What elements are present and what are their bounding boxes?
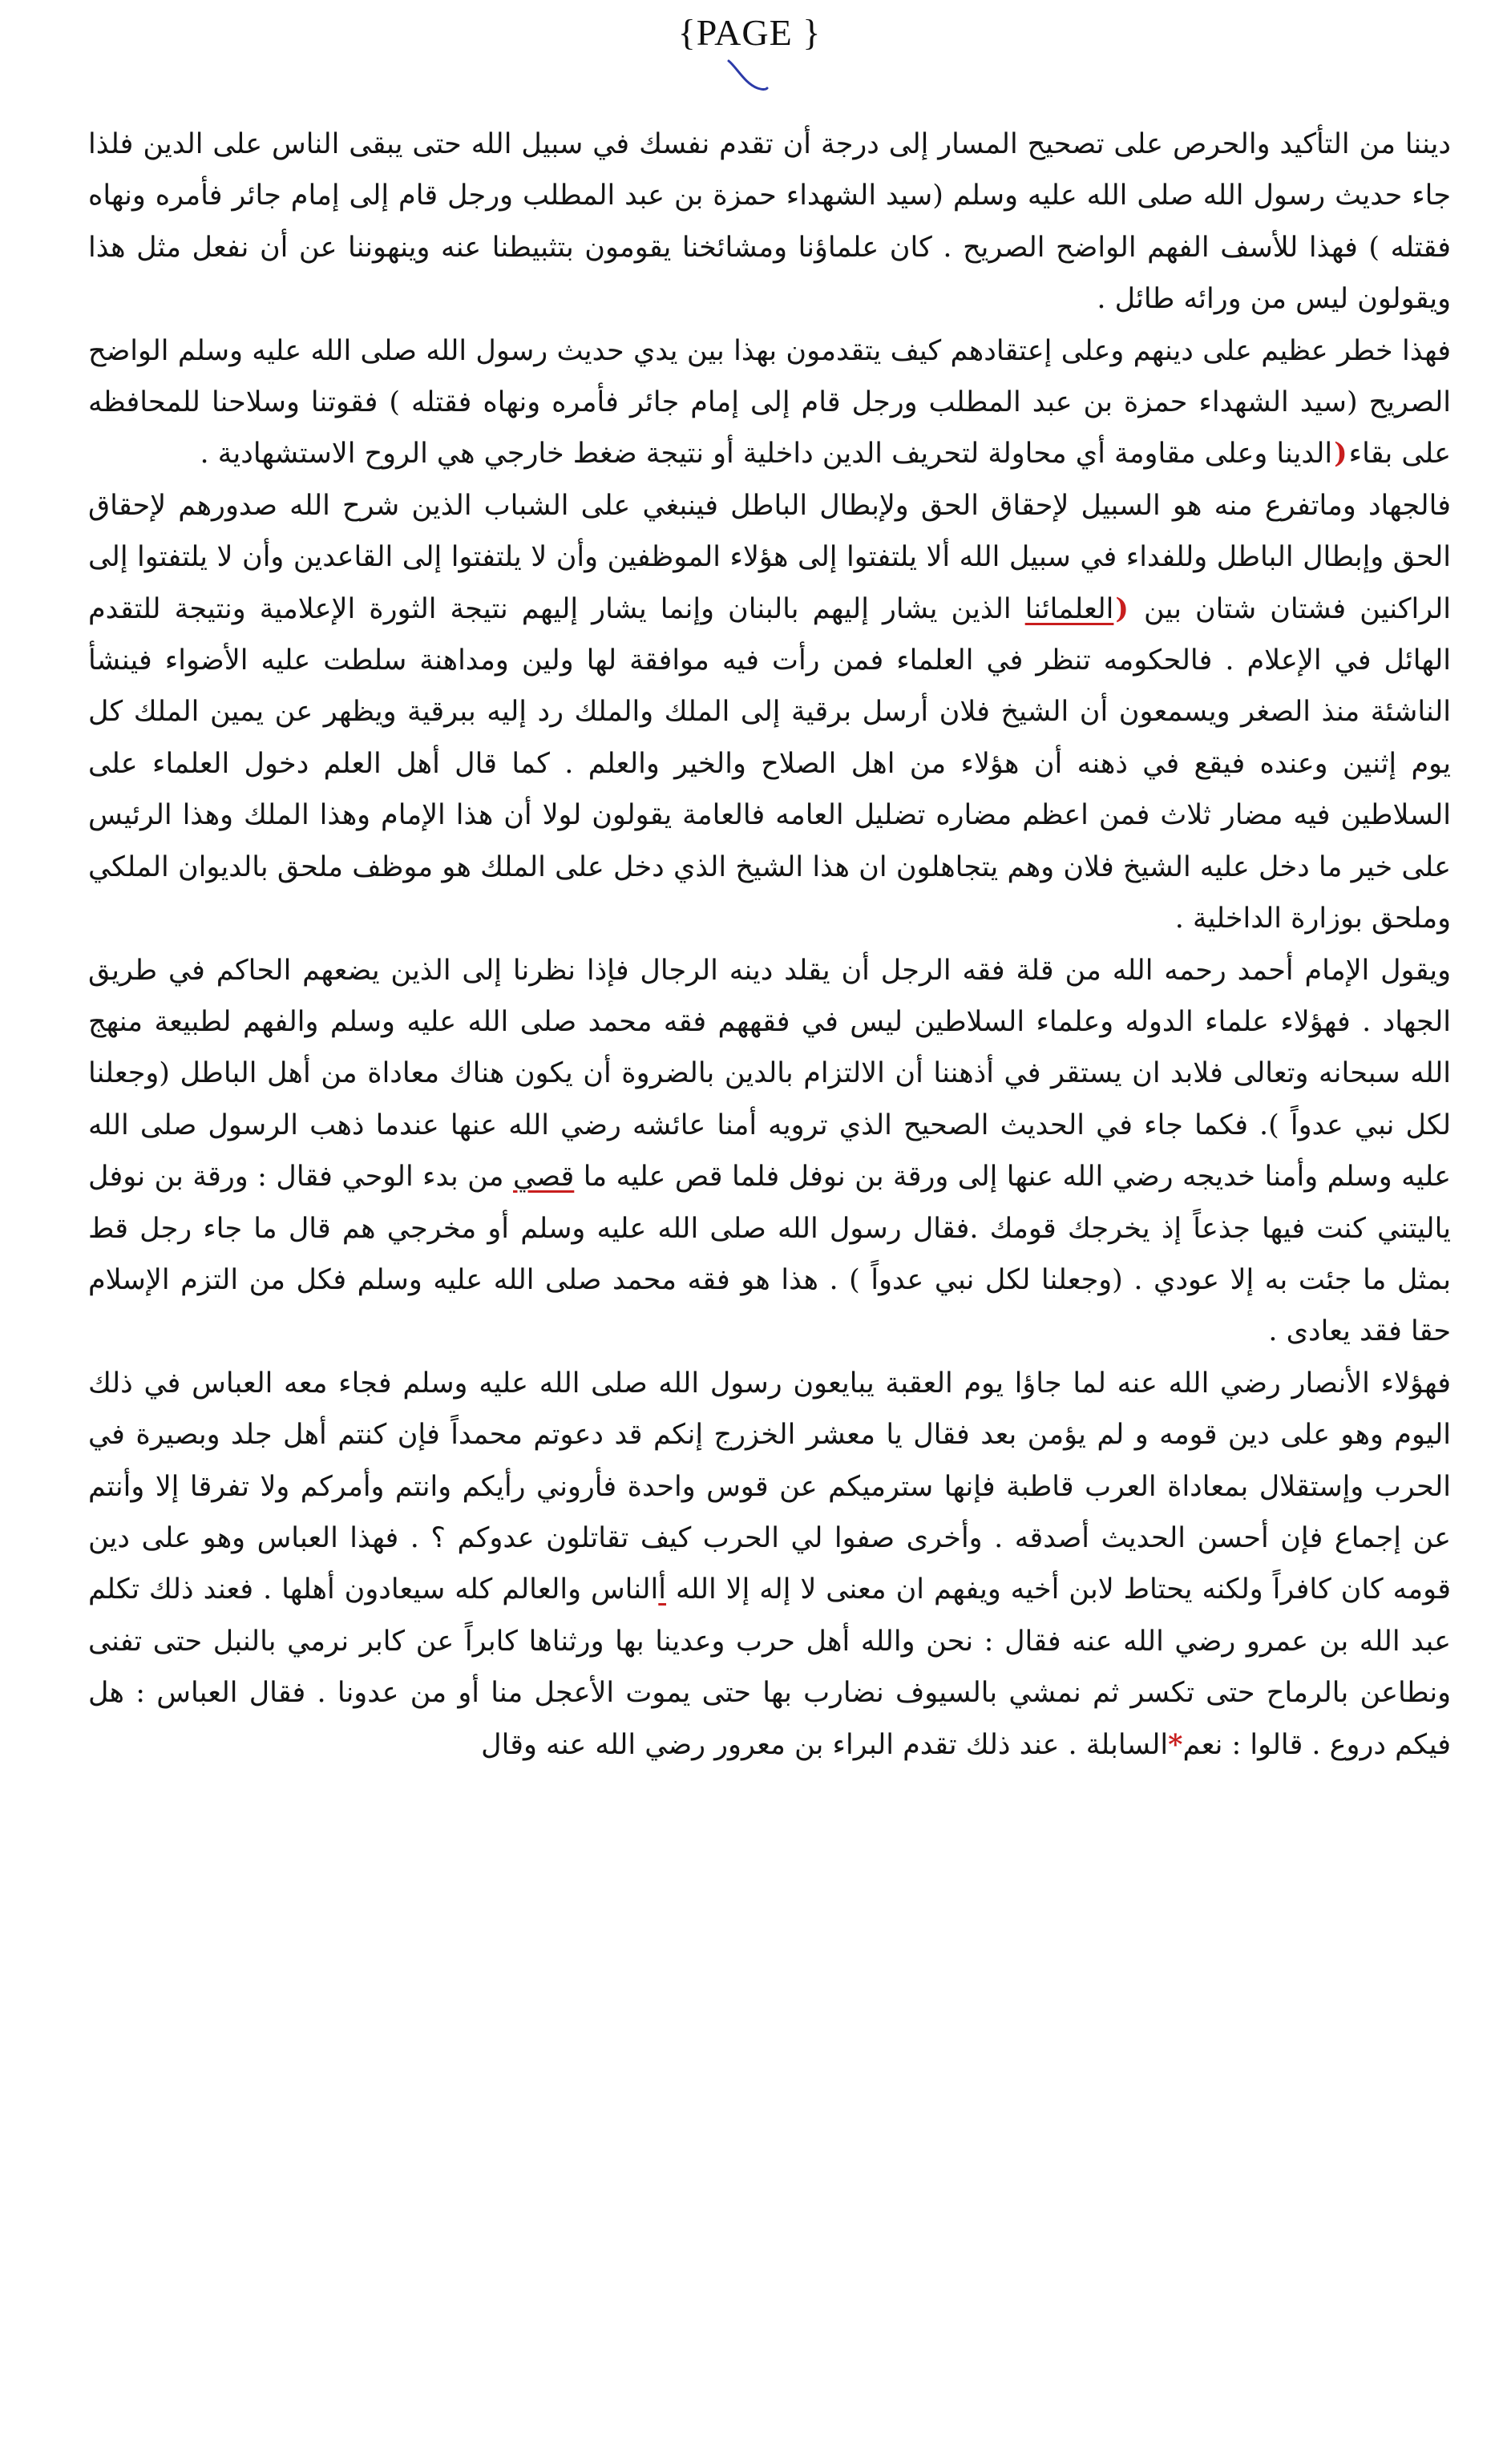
text-line: فالجهاد وماتفرع منه هو السبيل لإحقاق الحق ولإبطال الباطل فينبغي على الشباب الذين شرح الله صدورهم [178,489,1451,522]
text-line: ديننا من التأكيد والحرص على تصحيح المسار إلى درجة أن تقدم نفسك في سبيل الله حتى يبقى الناس على الدين [143,128,1451,160]
text-line: اليوم وهو على دين قومه و لم يؤمن بعد فقال يا معشر الخزرج إنكم قد دعوتم محمداً فإن كنتم أهل جلد وبصيرة في [88,1419,1451,1452]
correction-paren-mark: ( [1115,592,1129,625]
text-line: يمين الملك كل يوم إثنين وعنده فيقع في ذهنه أن هؤلاء من اهل الصلاح والخير والعلم . كما قال أهل العلم دخول [88,696,1451,780]
text-line: الجهاد . فهؤلاء علماء الدوله وعلماء السلاطين ليس في فقههم فقه محمد صلى الله عليه وسلم والفهم لطبيعة منهج [88,1005,1451,1038]
text-line: الواضح الصريح (سيد الشهداء حمزة بن عبد المطلب ورجل قام إلى إمام جائر فأمره ونهاه فقتله ) فقوتنا وسلاحنا [88,334,1451,419]
text-line: الله سبحانه وتعالى فلابد ان يستقر في أذهننا أن الالتزام بالدين بالضروة أن يكون هناك معاداة من أهل الباطل [180,1057,1451,1090]
paragraph-3 [88,480,1451,945]
text-line: الناس والعالم كله سيعادون أهلها . [263,1573,659,1606]
text-line: فقال : ورقة بن نوفل ياليتني كنت فيها جذعاً إذ يخرجك قومك .فقال رسول الله صلى الله عليه وسلم أو مخرجي [88,1161,1451,1245]
text-line: (وجعلنا لكل نبي عدواً ). فكما جاء في الحديث الصحيح الذي ترويه أمنا عائشه رضي الله عنها عندما ذهب [88,1057,1451,1141]
document-body [88,119,1451,1771]
text-line: لإحقاق الحق وإبطال الباطل وللفداء في سبيل الله ألا يلتفتوا إلى هؤلاء الموظفين وأن لا يلتفتوا إلى القاعدين وأن لا [88,489,1451,574]
underlined-word: أ [658,1573,667,1606]
text-line: ونهاه فقتله ) فهذا للأسف الفهم الواضح الصريح . كان علماؤنا ومشائخنا يقومون بتثبيطنا عنه وينهوننا عن أن [88,180,1451,264]
paragraph-2 [88,325,1451,480]
text-line: عدونا . فقال العباس : هل فيكم دروع . قالوا : نعم [88,1677,1451,1761]
paragraph-1 [88,119,1451,325]
text-line: الرسول صلى الله عليه وسلم وأمنا خديجه رضي الله عنها إلى ورقة بن نوفل فلما قص عليه ما [88,1109,1451,1194]
text-line: هم قال ما جاء رجل قط بمثل ما جئت به إلا عودي . (وجعلنا لكل نبي عدواً ) . هذا هو فقه محمد صلى الله عليه [88,1212,1451,1296]
text-line: فعند ذلك تكلم عبد الله بن عمرو رضي الله عنه فقال : نحن والله أهل حرب وعدينا بها ورثناها كابراً عن كابر [88,1573,1451,1658]
correction-paren-mark: ( [1334,437,1347,471]
text-line: وأنتم عن إجماع فإن أحسن الحديث أصدقه . وأخرى صفوا لي الحرب كيف تقاتلون عدوكم ؟ . فهذا العباس وهو [88,1470,1451,1554]
text-line: ويقول الإمام أحمد رحمه الله من قلة فقه الرجل أن يقلد دينه الرجال فإذا نظرنا إلى الذين يضعهم الحاكم في طريق [88,954,1451,987]
text-line: موظف ملحق بالديوان الملكي وملحق بوزارة الداخلية . [88,850,1451,935]
text-line: الحرب وإستقلال بمعاداة العرب قاطبة فإنها سترميكم عن قوس واحدة فأروني رأيكم وانتم وأمركم ولا تفرقا إلا [155,1470,1451,1503]
underlined-word: العلمائنا [1024,592,1114,625]
text-line: فهؤلاء الأنصار رضي الله عنه لما جاؤا يوم العقبة يبايعون رسول الله صلى الله عليه وسلم فجاء معه العباس في ذلك [88,1367,1451,1400]
text-line: ونتيجة للتقدم الهائل في الإعلام . فالحكومه تنظر في العلماء فمن رأت فيه موافقة لها ولين ومداهنة سلطت عليه [88,592,1451,677]
text-line: الملك وهذا الرئيس على خير ما دخل عليه الشيخ فلان وهم يتجاهلون ان هذا الشيخ الذي دخل على الملك هو [88,799,1451,883]
text-line: السابلة . عند ذلك تقدم البراء بن معرور رضي الله عنه وقال [481,1728,1169,1761]
text-line: يلتفتوا إلى الراكنين فشتان شتان بين [88,541,1451,625]
paragraph-5 [88,1358,1451,1771]
text-line: نفعل مثل هذا ويقولون ليس من ورائه طائل . [88,231,1451,316]
text-line: فهذا خطر عظيم على دينهم وعلى إعتقادهم كيف يتقدمون بهذا بين يدي حديث رسول الله صلى الله عليه وسلم [177,334,1451,367]
underlined-word: قصي [513,1161,575,1194]
text-line: نرمي بالنبل حتى تفنى ونطاعن بالرماح حتى تكسر ثم نمشي بالسيوف نضارب بها حتى يموت الأعجل منا أو من [88,1625,1451,1710]
paragraph-4 [88,945,1451,1358]
text-line: فلذا جاء حديث رسول الله صلى الله عليه وسلم (سيد الشهداء حمزة بن عبد المطلب ورجل قام إلى إمام جائر فأمره [88,128,1451,212]
text-line: الذين يشار إليهم بالبنان وإنما يشار إليهم نتيجة الثورة الإعلامية [259,592,1012,625]
text-line: الاستشهادية . [200,438,356,471]
text-line: الدينا وعلى مقاومة أي محاولة لتحريف الدين داخلية أو نتيجة ضغط خارجي هي الروح [364,438,1333,471]
text-line: وسلم فكل من التزم الإسلام حقا فقد يعادى . [88,1263,1451,1348]
asterisk-mark: * [1168,1727,1183,1761]
text-line: على دين قومه كان كافراً ولكنه يحتاط لابن أخيه ويفهم ان معنى لا إله إلا الله [88,1521,1451,1606]
text-line: الأضواء فينشأ الناشئة منذ الصغر ويسمعون أن الشيخ فلان أرسل برقية إلى الملك والملك رد إليه ببرقية ويظهر عن [88,644,1451,729]
text-line: للمحافظه على بقاء [88,386,1451,471]
text-line: العلماء على السلاطين فيه مضار ثلاث فمن اعظم مضاره تضليل العامه فالعامة يقولون لولا أن هذا الإمام وهذا [88,747,1451,832]
page-header [0,11,1499,54]
text-line: من بدء الوحي [341,1161,504,1194]
page-header-label: {PAGE } [677,12,822,53]
pen-mark-icon [725,56,774,104]
